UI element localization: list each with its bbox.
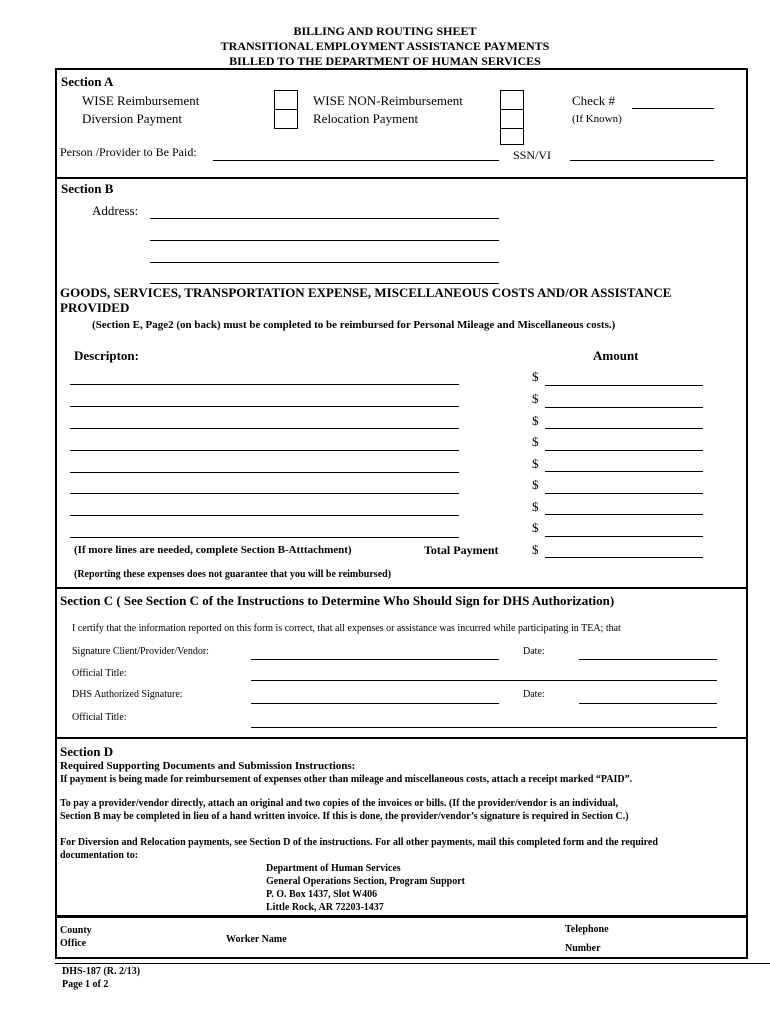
worker-name-label: Worker Name: [226, 934, 287, 945]
signature-label: Signature Client/Provider/Vendor:: [72, 646, 209, 657]
dollar-sign: $: [532, 499, 539, 514]
goods-note: (Section E, Page2 (on back) must be completed to be reimbursed for Personal Mileage and Miscellaneous costs.): [92, 319, 616, 331]
receipt-instruction: If payment is being made for reimbursement of expenses other than mileage and miscellaneous costs, attach a receipt marked “PAID”.: [60, 774, 633, 785]
official-title-field[interactable]: [251, 680, 717, 681]
relocation-payment-label: Relocation Payment: [313, 111, 419, 126]
description-line[interactable]: [70, 406, 459, 407]
section-b-title: Section B: [61, 181, 114, 196]
county-label: County: [60, 925, 92, 936]
description-line[interactable]: [70, 428, 459, 429]
amount-field[interactable]: [545, 450, 703, 451]
amount-field[interactable]: [545, 536, 703, 537]
amount-field[interactable]: [545, 493, 703, 494]
person-provider-field[interactable]: [213, 160, 499, 161]
address-line-3[interactable]: [150, 262, 499, 263]
dhs-signature-field[interactable]: [251, 703, 499, 704]
goods-heading-2: PROVIDED: [60, 300, 130, 315]
amount-field[interactable]: [545, 428, 703, 429]
ssn-label: SSN/VI: [513, 148, 552, 162]
description-line[interactable]: [70, 493, 459, 494]
mailing-address-line: General Operations Section, Program Support: [266, 876, 465, 887]
total-dollar-sign: $: [532, 542, 539, 557]
signature-field[interactable]: [251, 659, 499, 660]
mailing-address-line: P. O. Box 1437, Slot W406: [266, 889, 378, 900]
check-number-label: Check #: [572, 93, 615, 108]
wise-reimbursement-label: WISE Reimbursement: [82, 93, 200, 108]
section-a-title: Section A: [61, 74, 114, 89]
office-label: Office: [60, 938, 87, 949]
reporting-note: (Reporting these expenses does not guarantee that you will be reimbursed): [74, 569, 392, 580]
dhs-date-field[interactable]: [579, 703, 717, 704]
wise-non-reimbursement-checkbox[interactable]: [500, 90, 524, 110]
form-title: BILLING AND ROUTING SHEET: [293, 24, 477, 38]
dollar-sign: $: [532, 369, 539, 384]
section-d-subtitle: Required Supporting Documents and Submission Instructions:: [60, 760, 356, 772]
description-line[interactable]: [70, 537, 459, 538]
dhs-date-label: Date:: [523, 689, 545, 700]
total-payment-field[interactable]: [545, 557, 703, 558]
diversion-payment-checkbox[interactable]: [274, 109, 298, 129]
dhs-signature-label: DHS Authorized Signature:: [72, 689, 183, 700]
description-line[interactable]: [70, 384, 459, 385]
form-subtitle: TRANSITIONAL EMPLOYMENT ASSISTANCE PAYMENTS: [220, 39, 550, 53]
total-payment-label: Total Payment: [424, 543, 499, 557]
page-number: Page 1 of 2: [62, 979, 109, 990]
dollar-sign: $: [532, 391, 539, 406]
form-subtitle-2: BILLED TO THE DEPARTMENT OF HUMAN SERVICES: [229, 54, 541, 68]
telephone-label: Telephone: [565, 924, 609, 935]
amount-field[interactable]: [545, 407, 703, 408]
amount-header: Amount: [593, 348, 639, 363]
extra-checkbox[interactable]: [500, 128, 524, 145]
address-line-1[interactable]: [150, 218, 499, 219]
ssn-field[interactable]: [570, 160, 714, 161]
description-line[interactable]: [70, 515, 459, 516]
bottom-rule: [55, 963, 770, 964]
certify-text: I certify that the information reported on this form is correct, that all expenses or assistance was incurred while participating in TEA; that: [72, 623, 621, 634]
mailing-address-line: Department of Human Services: [266, 863, 401, 874]
dollar-sign: $: [532, 434, 539, 449]
wise-non-reimbursement-label: WISE NON-Reimbursement: [313, 93, 463, 108]
mailing-instruction-2: documentation to:: [60, 850, 139, 861]
section-c-title: Section C ( See Section C of the Instructions to Determine Who Should Sign for DHS Authorization): [60, 593, 615, 608]
address-line-2[interactable]: [150, 240, 499, 241]
if-known-note: (If Known): [572, 113, 622, 125]
diversion-payment-label: Diversion Payment: [82, 111, 183, 126]
amount-field[interactable]: [545, 514, 703, 515]
amount-field[interactable]: [545, 385, 703, 386]
description-line[interactable]: [70, 472, 459, 473]
dollar-sign: $: [532, 477, 539, 492]
address-line-4[interactable]: [150, 283, 499, 284]
person-provider-label: Person /Provider to Be Paid:: [60, 145, 197, 159]
description-header: Descripton:: [74, 348, 139, 363]
mailing-address-line: Little Rock, AR 72203-1437: [266, 902, 384, 913]
check-number-field[interactable]: [632, 108, 714, 109]
goods-heading: GOODS, SERVICES, TRANSPORTATION EXPENSE, MISCELLANEOUS COSTS AND/OR ASSISTANCE: [60, 285, 672, 300]
provider-instruction: To pay a provider/vendor directly, attach an original and two copies of the invoices or bills. (If the provider/vendor is an individual,: [60, 798, 619, 809]
dhs-official-title-label: Official Title:: [72, 712, 127, 723]
dollar-sign: $: [532, 456, 539, 471]
number-label: Number: [565, 943, 601, 954]
dollar-sign: $: [532, 413, 539, 428]
worker-info-frame: [55, 916, 748, 959]
provider-instruction-2: Section B may be completed in lieu of a hand written invoice. If this is done, the provider/vendor’s signature is required in Section C.): [60, 811, 629, 822]
section-d-title: Section D: [60, 744, 114, 759]
relocation-payment-checkbox[interactable]: [500, 109, 524, 129]
date-label: Date:: [523, 646, 545, 657]
address-label: Address:: [92, 203, 139, 218]
wise-reimbursement-checkbox[interactable]: [274, 90, 298, 110]
amount-field[interactable]: [545, 471, 703, 472]
form-number: DHS-187 (R. 2/13): [62, 966, 141, 977]
more-lines-note: (If more lines are needed, complete Section B-Atttachment): [74, 544, 352, 556]
section-c-frame: [55, 587, 748, 739]
official-title-label: Official Title:: [72, 668, 127, 679]
section-b-frame: [55, 177, 748, 589]
mailing-instruction: For Diversion and Relocation payments, see Section D of the instructions. For all other payments, mail this completed form and the required: [60, 837, 658, 848]
date-field[interactable]: [579, 659, 717, 660]
dollar-sign: $: [532, 520, 539, 535]
dhs-official-title-field[interactable]: [251, 727, 717, 728]
description-line[interactable]: [70, 450, 459, 451]
